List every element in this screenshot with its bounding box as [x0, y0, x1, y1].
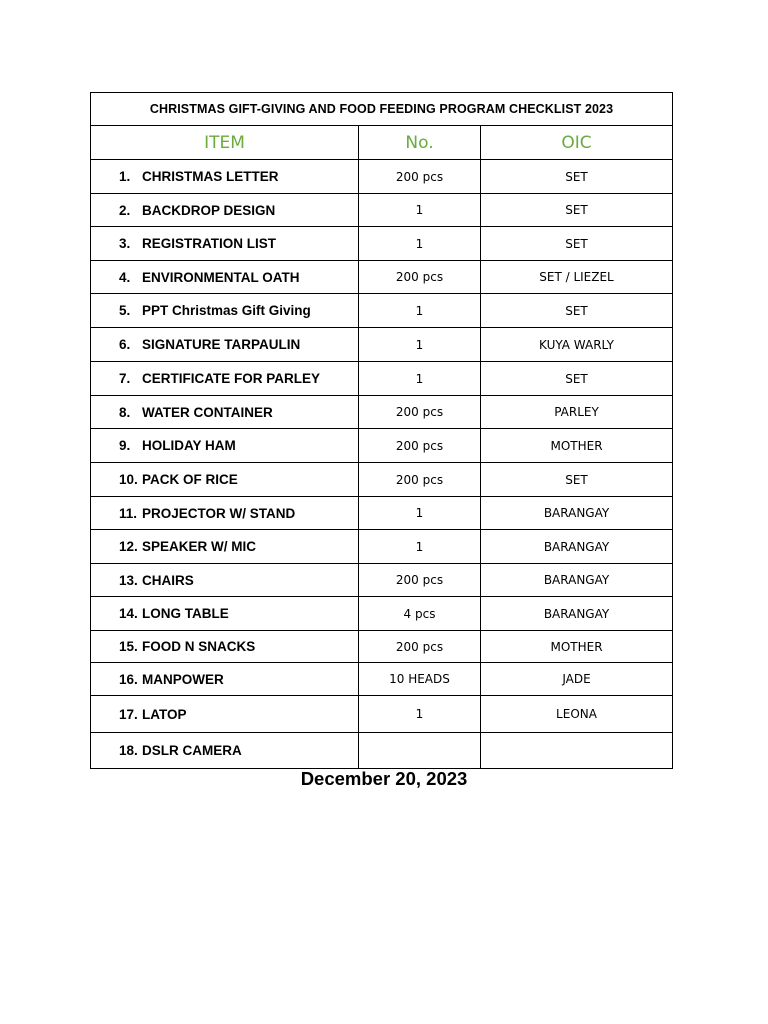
- quantity-cell: [359, 733, 481, 769]
- oic-cell: [481, 733, 673, 769]
- table-row: [91, 328, 673, 362]
- item-number: 12.: [119, 539, 138, 554]
- item-number: 18.: [119, 743, 138, 758]
- oic-cell: BARANGAY: [481, 564, 673, 597]
- oic-cell: MOTHER: [481, 429, 673, 463]
- table-row: [91, 497, 673, 530]
- program-date: December 20, 2023: [300, 768, 468, 789]
- oic-cell: PARLEY: [481, 396, 673, 429]
- table-row: [91, 160, 673, 194]
- quantity-cell: 1: [359, 696, 481, 733]
- table-row: [91, 696, 673, 733]
- table-row: [91, 227, 673, 261]
- oic-cell: SET: [481, 294, 673, 328]
- item-cell: [91, 733, 359, 769]
- quantity-cell: 200 pcs: [359, 261, 481, 294]
- item-number: 6.: [119, 337, 131, 352]
- item-cell: [91, 597, 359, 631]
- item-cell: [91, 261, 359, 294]
- table-row: [91, 631, 673, 663]
- item-cell: [91, 663, 359, 696]
- oic-cell: SET: [481, 227, 673, 261]
- column-header-oic: OIC: [481, 126, 673, 160]
- table-row: [91, 597, 673, 631]
- table-row: [91, 733, 673, 769]
- oic-cell: BARANGAY: [481, 497, 673, 530]
- item-number: 9.: [119, 438, 131, 453]
- quantity-cell: 1: [359, 362, 481, 396]
- quantity-cell: 200 pcs: [359, 463, 481, 497]
- item-name: DSLR CAMERA: [142, 743, 242, 758]
- item-number: 5.: [119, 303, 131, 318]
- oic-cell: SET: [481, 463, 673, 497]
- item-number: 13.: [119, 572, 138, 588]
- title-row: [91, 93, 673, 126]
- item-number: 7.: [119, 371, 131, 386]
- column-header-no: No.: [359, 126, 481, 160]
- header-row: [91, 126, 673, 160]
- item-name: CHAIRS: [142, 572, 194, 588]
- checklist-sheet: [90, 92, 672, 769]
- item-cell: [91, 631, 359, 663]
- item-name: PROJECTOR W/ STAND: [142, 505, 296, 521]
- quantity-cell: 200 pcs: [359, 396, 481, 429]
- item-name: MANPOWER: [142, 671, 224, 687]
- item-number: 1.: [119, 169, 131, 184]
- item-number: 4.: [119, 269, 131, 285]
- item-name: SPEAKER W/ MIC: [142, 539, 257, 554]
- item-name: PPT Christmas Gift Giving: [142, 303, 311, 318]
- item-number: 2.: [119, 202, 131, 218]
- column-header-item: ITEM: [91, 126, 359, 160]
- oic-cell: KUYA WARLY: [481, 328, 673, 362]
- table-row: [91, 261, 673, 294]
- item-cell: [91, 294, 359, 328]
- oic-cell: MOTHER: [481, 631, 673, 663]
- item-number: 14.: [119, 606, 138, 621]
- item-number: 16.: [119, 671, 138, 687]
- item-cell: [91, 160, 359, 194]
- item-cell: [91, 564, 359, 597]
- item-name: ENVIRONMENTAL OATH: [142, 269, 300, 285]
- oic-cell: SET: [481, 194, 673, 227]
- item-name: LONG TABLE: [142, 606, 229, 621]
- quantity-cell: 1: [359, 497, 481, 530]
- item-name: CERTIFICATE FOR PARLEY: [142, 371, 320, 386]
- item-name: REGISTRATION LIST: [142, 236, 276, 251]
- document-title: CHRISTMAS GIFT-GIVING AND FOOD FEEDING PROGRAM CHECKLIST 2023: [91, 93, 673, 126]
- item-cell: [91, 530, 359, 564]
- item-name: PACK OF RICE: [142, 472, 238, 487]
- quantity-cell: 4 pcs: [359, 597, 481, 631]
- item-name: FOOD N SNACKS: [142, 639, 256, 654]
- table-row: [91, 294, 673, 328]
- oic-cell: BARANGAY: [481, 530, 673, 564]
- table-row: [91, 463, 673, 497]
- table-row: [91, 429, 673, 463]
- quantity-cell: 200 pcs: [359, 564, 481, 597]
- quantity-cell: 1: [359, 530, 481, 564]
- item-cell: [91, 396, 359, 429]
- oic-cell: LEONA: [481, 696, 673, 733]
- item-number: 10.: [119, 472, 138, 487]
- item-name: LATOP: [142, 706, 187, 722]
- quantity-cell: 1: [359, 227, 481, 261]
- oic-cell: SET / LIEZEL: [481, 261, 673, 294]
- oic-cell: BARANGAY: [481, 597, 673, 631]
- item-cell: [91, 696, 359, 733]
- item-name: BACKDROP DESIGN: [142, 202, 276, 218]
- quantity-cell: 1: [359, 328, 481, 362]
- item-name: CHRISTMAS LETTER: [142, 169, 279, 184]
- item-cell: [91, 227, 359, 261]
- checklist-rows: [91, 160, 673, 769]
- item-name: WATER CONTAINER: [142, 404, 273, 420]
- item-number: 8.: [119, 404, 131, 420]
- item-number: 17.: [119, 706, 138, 722]
- item-cell: [91, 463, 359, 497]
- item-number: 15.: [119, 639, 138, 654]
- table-row: [91, 663, 673, 696]
- item-cell: [91, 362, 359, 396]
- item-cell: [91, 497, 359, 530]
- quantity-cell: 200 pcs: [359, 631, 481, 663]
- oic-cell: SET: [481, 160, 673, 194]
- table-row: [91, 530, 673, 564]
- quantity-cell: 10 HEADS: [359, 663, 481, 696]
- quantity-cell: 200 pcs: [359, 160, 481, 194]
- item-cell: [91, 429, 359, 463]
- item-cell: [91, 194, 359, 227]
- checklist-table: [90, 92, 673, 769]
- item-cell: [91, 328, 359, 362]
- oic-cell: JADE: [481, 663, 673, 696]
- item-number: 3.: [119, 236, 131, 251]
- item-number: 11.: [119, 505, 138, 521]
- table-row: [91, 194, 673, 227]
- table-row: [91, 362, 673, 396]
- quantity-cell: 1: [359, 194, 481, 227]
- table-row: [91, 396, 673, 429]
- item-name: HOLIDAY HAM: [142, 438, 236, 453]
- oic-cell: SET: [481, 362, 673, 396]
- item-name: SIGNATURE TARPAULIN: [142, 337, 301, 352]
- table-row: [91, 564, 673, 597]
- quantity-cell: 200 pcs: [359, 429, 481, 463]
- quantity-cell: 1: [359, 294, 481, 328]
